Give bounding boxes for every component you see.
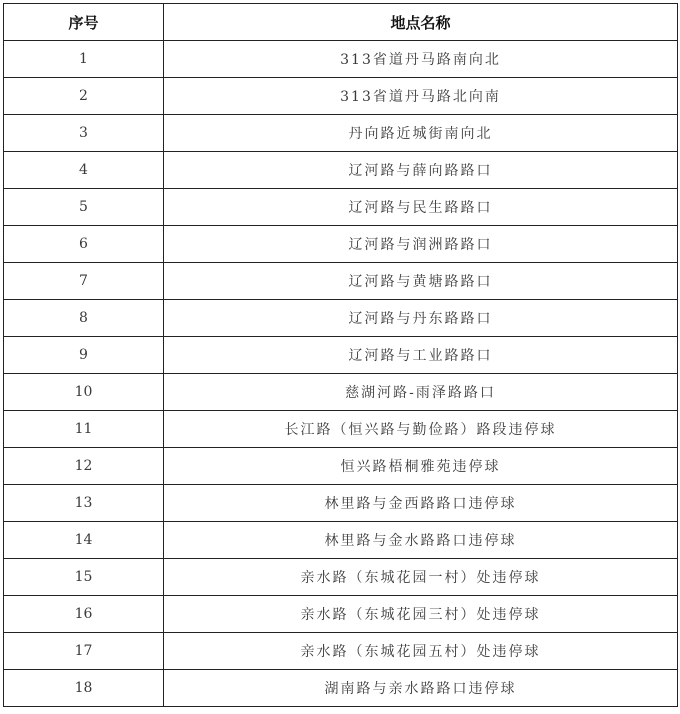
serial-number-cell: 12 — [4, 448, 164, 485]
serial-number-cell: 15 — [4, 559, 164, 596]
serial-number-cell: 6 — [4, 226, 164, 263]
location-name-cell: 辽河路与黄塘路路口 — [164, 263, 678, 300]
location-name-cell: 313省道丹马路南向北 — [164, 41, 678, 78]
location-name-cell: 恒兴路梧桐雅苑违停球 — [164, 448, 678, 485]
table-row — [4, 300, 678, 337]
table-row — [4, 633, 678, 670]
table-row — [4, 670, 678, 707]
table-row — [4, 189, 678, 226]
location-name-cell: 辽河路与润洲路路口 — [164, 226, 678, 263]
header-location-name: 地点名称 — [164, 4, 678, 41]
location-name-cell: 亲水路（东城花园一村）处违停球 — [164, 559, 678, 596]
location-name-cell: 辽河路与民生路路口 — [164, 189, 678, 226]
location-table-container — [3, 3, 677, 707]
table-body — [4, 41, 678, 707]
table-row — [4, 41, 678, 78]
location-name-cell: 慈湖河路-雨泽路路口 — [164, 374, 678, 411]
table-row — [4, 78, 678, 115]
serial-number-cell: 16 — [4, 596, 164, 633]
location-name-cell: 湖南路与亲水路路口违停球 — [164, 670, 678, 707]
serial-number-cell: 14 — [4, 522, 164, 559]
location-name-cell: 长江路（恒兴路与勤俭路）路段违停球 — [164, 411, 678, 448]
table-row — [4, 226, 678, 263]
table-row — [4, 559, 678, 596]
table-row — [4, 152, 678, 189]
location-name-cell: 亲水路（东城花园五村）处违停球 — [164, 633, 678, 670]
table-row — [4, 263, 678, 300]
location-name-cell: 辽河路与丹东路路口 — [164, 300, 678, 337]
location-name-cell: 林里路与金西路路口违停球 — [164, 485, 678, 522]
serial-number-cell: 1 — [4, 41, 164, 78]
table-header-row — [4, 4, 678, 41]
table-row — [4, 596, 678, 633]
serial-number-cell: 17 — [4, 633, 164, 670]
location-name-cell: 辽河路与工业路路口 — [164, 337, 678, 374]
serial-number-cell: 8 — [4, 300, 164, 337]
table-row — [4, 337, 678, 374]
table-row — [4, 411, 678, 448]
table-row — [4, 374, 678, 411]
table-row — [4, 448, 678, 485]
location-name-cell: 辽河路与薛向路路口 — [164, 152, 678, 189]
location-name-cell: 亲水路（东城花园三村）处违停球 — [164, 596, 678, 633]
location-table — [3, 3, 678, 707]
location-name-cell: 313省道丹马路北向南 — [164, 78, 678, 115]
location-name-cell: 林里路与金水路路口违停球 — [164, 522, 678, 559]
serial-number-cell: 9 — [4, 337, 164, 374]
table-row — [4, 522, 678, 559]
serial-number-cell: 7 — [4, 263, 164, 300]
serial-number-cell: 5 — [4, 189, 164, 226]
table-row — [4, 115, 678, 152]
serial-number-cell: 3 — [4, 115, 164, 152]
serial-number-cell: 18 — [4, 670, 164, 707]
serial-number-cell: 11 — [4, 411, 164, 448]
serial-number-cell: 10 — [4, 374, 164, 411]
table-row — [4, 485, 678, 522]
serial-number-cell: 4 — [4, 152, 164, 189]
serial-number-cell: 13 — [4, 485, 164, 522]
serial-number-cell: 2 — [4, 78, 164, 115]
header-serial-number: 序号 — [4, 4, 164, 41]
location-name-cell: 丹向路近城街南向北 — [164, 115, 678, 152]
